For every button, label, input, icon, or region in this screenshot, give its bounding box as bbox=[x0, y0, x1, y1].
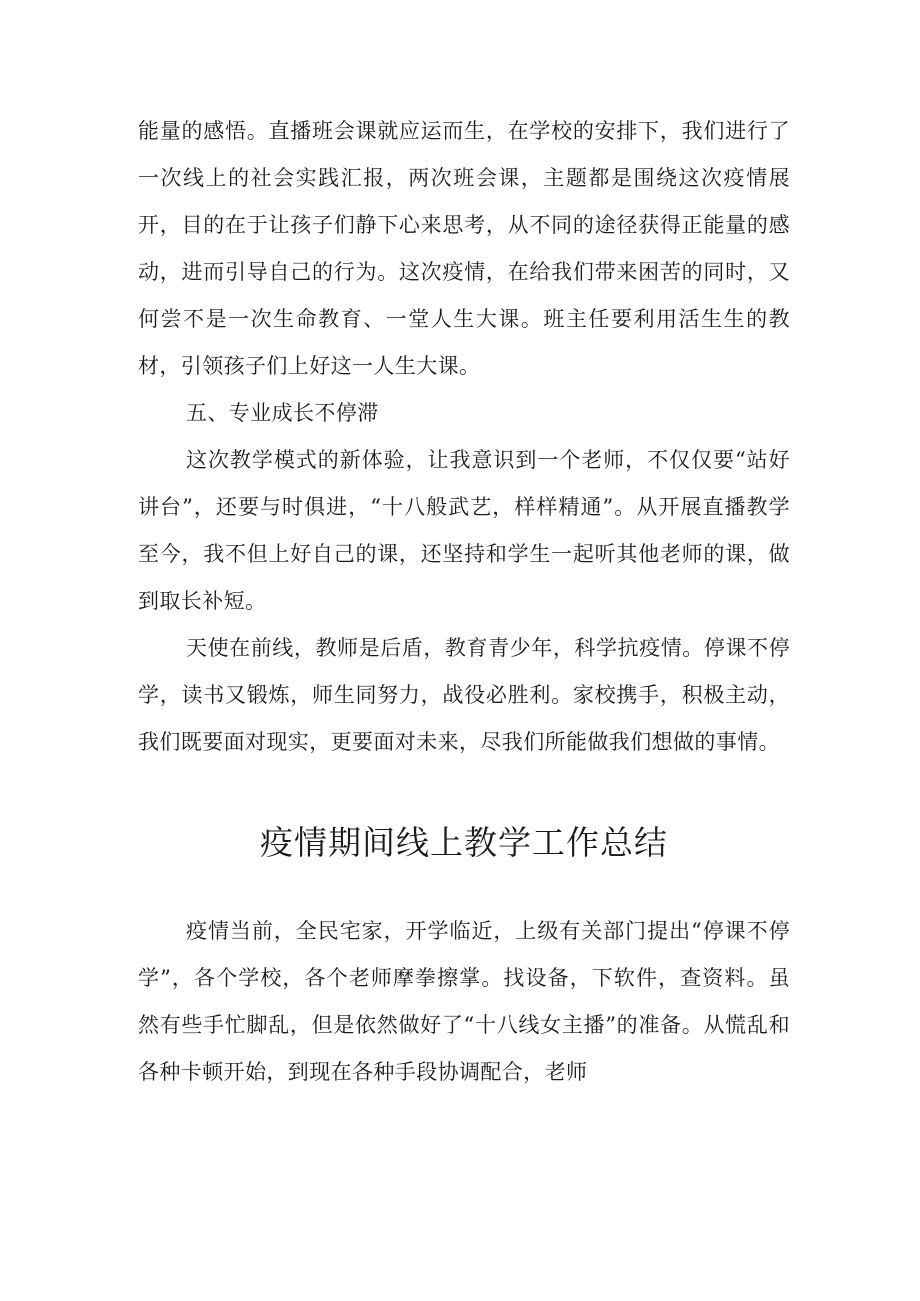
paragraph: 疫情当前，全民宅家，开学临近，上级有关部门提出“停课不停学”，各个学校，各个老师摩拳擦掌。找设备，下软件，查资料。虽然有些手忙脚乱，但是依然做好了“十八线女主播”的准备。从慌乱和各种卡顿开始，到现在各种手段协调配合，老师 bbox=[138, 919, 790, 1084]
document-page bbox=[138, 108, 790, 1096]
paragraph-continuation: 能量的感悟。直播班会课就应运而生，在学校的安排下，我们进行了一次线上的社会实践汇报，两次班会课，主题都是围绕这次疫情展开，目的在于让孩子们静下心来思考，从不同的途径获得正能量的感动，进而引导自己的行为。这次疫情，在给我们带来困苦的同时，又何尝不是一次生命教育、一堂人生大课。班主任要利用活生生的教材，引领孩子们上好这一人生大课。 bbox=[138, 119, 790, 378]
section-heading: 五、专业成长不停滞 bbox=[186, 401, 379, 425]
paragraph: 这次教学模式的新体验，让我意识到一个老师，不仅仅要“站好讲台”，还要与时俱进，“十八般武艺，样样精通”。从开展直播教学至今，我不但上好自己的课，还坚持和学生一起听其他老师的课，做到取长补短。 bbox=[138, 448, 790, 613]
article-title: 疫情期间线上教学工作总结 bbox=[260, 823, 668, 862]
paragraph: 天使在前线，教师是后盾，教育青少年，科学抗疫情。停课不停学，读书又锻炼，师生同努力，战役必胜利。家校携手，积极主动，我们既要面对现实，更要面对未来，尽我们所能做我们想做的事情。 bbox=[138, 636, 790, 754]
